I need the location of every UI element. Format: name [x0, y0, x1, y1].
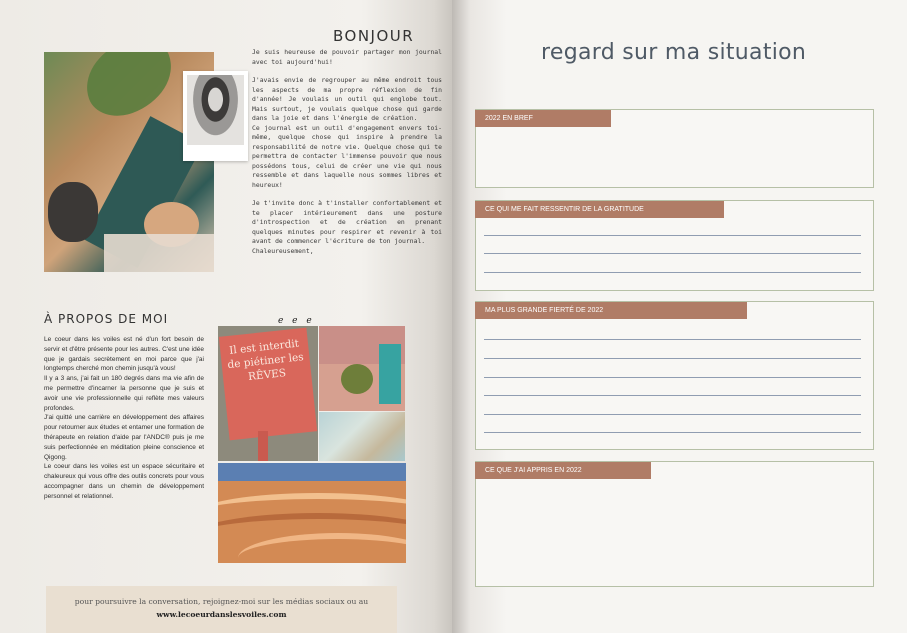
writing-line — [484, 358, 861, 359]
bonjour-paragraph: Ce journal est un outil d'engagement envers toi-même, quelque chose qui inspire à prendre la responsabilité de notre vie. Quelque chose qui te permettra de contacter l'immense pouvoir que nous possédons tous, celui de créer une vie qui nous ressemble et dans laquelle nous sommes libres et heureux! — [252, 123, 442, 189]
section-label: CE QUE J'AI APPRIS EN 2022 — [475, 462, 651, 479]
photo-band-shape — [104, 234, 214, 272]
about-paragraph: J'ai quitté une carrière en développement des affaires pour retourner aux études et entamer une formation de thérapeute en relation d'aide par l'ANDC® puis je me suis perfectionnée en méditation pleine conscience et Qigong. — [44, 414, 204, 461]
writing-line — [484, 414, 861, 415]
section-fierte[interactable] — [475, 301, 874, 450]
about-paragraph: Le coeur dans les voiles est un espace sécuritaire et chaleureux qui vous offre des outils concrets pour vous accompagner dans un chemin de développement personnel et relationnel. — [44, 463, 204, 500]
photo-plant-shape — [341, 364, 373, 394]
wall-cactus-photo — [319, 326, 405, 411]
photo-bowl-shape — [48, 182, 98, 242]
page-title: regard sur ma situation — [541, 40, 807, 65]
photo-leaf-shape — [75, 52, 184, 125]
writing-line — [484, 395, 861, 396]
canyon-photo — [218, 463, 406, 563]
section-2022-en-bref[interactable] — [475, 109, 874, 188]
author-portrait-image — [187, 75, 244, 145]
photo-door-shape — [379, 344, 401, 404]
footer-website-link[interactable]: www.lecoeurdanslesvoiles.com — [156, 610, 287, 619]
writing-line — [484, 253, 861, 254]
sign-photo-text: Il est interdit de piétiner les RÊVES — [219, 328, 317, 441]
writing-line — [484, 339, 861, 340]
writing-line — [484, 432, 861, 433]
about-text — [44, 335, 204, 502]
bonjour-paragraph: Je suis heureuse de pouvoir partager mon journal avec toi aujourd'hui! — [252, 48, 442, 66]
bonjour-paragraph: Je t'invite donc à t'installer confortablement et te placer intérieurement dans une posture d'introspection et de création en prenant quelques minutes pour respirer et revenir à toi avant de commencer l'écriture de ton journal. — [252, 199, 442, 245]
footer-box — [46, 586, 397, 633]
about-paragraph: Il y a 3 ans, j'ai fait un 180 degrés dans ma vie afin de me permettre d'incarner la personne que je suis et avoir une vie professionnelle qui reflète mes valeurs profondes. — [44, 375, 204, 412]
signature: e e e — [278, 316, 315, 326]
bonjour-text — [252, 48, 442, 256]
sign-photo — [218, 326, 318, 461]
bonjour-title: BONJOUR — [333, 27, 415, 45]
writing-line — [484, 377, 861, 378]
footer-invite-text: pour poursuivre la conversation, rejoignez-moi sur les médias sociaux ou au — [74, 597, 369, 606]
about-title: À PROPOS DE MOI — [44, 312, 169, 326]
author-polaroid — [183, 71, 248, 161]
writing-line — [484, 235, 861, 236]
about-paragraph: Le coeur dans les voiles est né d'un fort besoin de servir et d'être présente pour les autres. C'est une idée que je gardais secrètement en moi parce que j'ai longtemps cherché mon chemin jusqu'à vous! — [44, 336, 204, 373]
section-label: CE QUI ME FAIT RESSENTIR DE LA GRATITUDE — [475, 201, 724, 218]
sign-post-shape — [258, 431, 268, 461]
section-label: MA PLUS GRANDE FIERTÉ DE 2022 — [475, 302, 747, 319]
bonjour-paragraph: J'avais envie de regrouper au même endroit tous les aspects de ma propre réflexion de fin d'année! Je voulais un outil qui englobe tout. Mais surtout, je voulais quelque chose qui garde dans la joie et dans l'énergie de création. — [252, 76, 442, 122]
section-gratitude[interactable] — [475, 200, 874, 291]
texture-photo — [319, 412, 405, 461]
bonjour-closing: Chaleureusement, — [252, 246, 314, 255]
section-appris[interactable] — [475, 461, 874, 587]
section-label: 2022 EN BREF — [475, 110, 611, 127]
writing-line — [484, 272, 861, 273]
